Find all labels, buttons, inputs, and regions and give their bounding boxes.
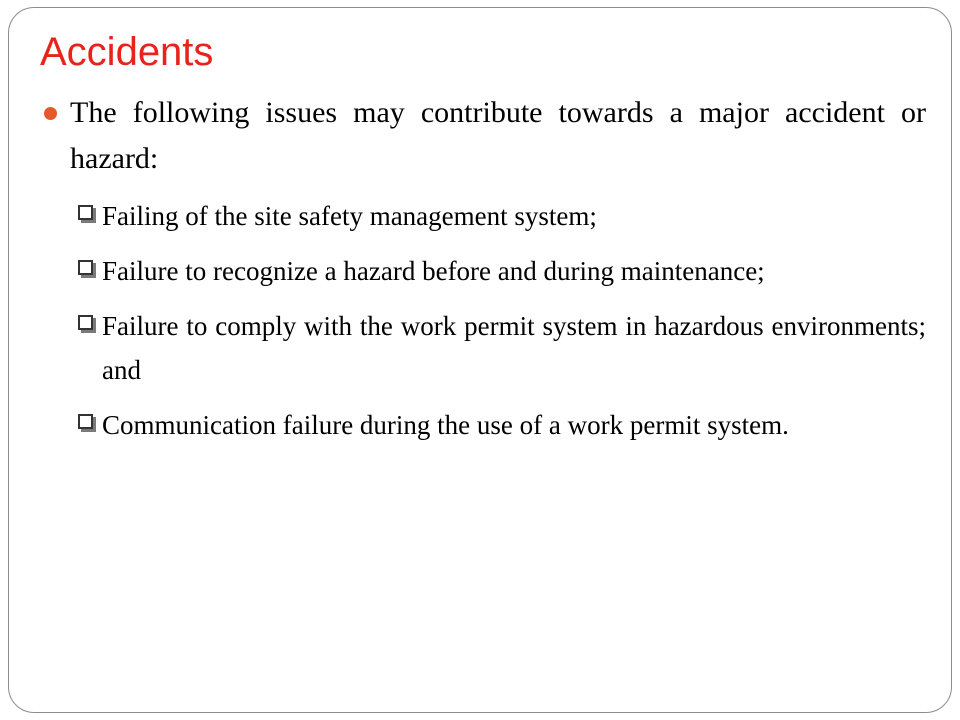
checkbox-bullet-icon	[78, 414, 93, 429]
list-item	[76, 403, 926, 447]
checkbox-bullet-icon	[78, 260, 93, 275]
round-bullet-icon	[44, 107, 57, 120]
checkbox-bullet-icon	[78, 315, 93, 330]
list-item-text: Failure to comply with the work permit system in hazardous environments; and	[102, 311, 926, 385]
list-item	[76, 304, 926, 392]
main-bullet-row	[42, 90, 926, 182]
list-item-text: Failing of the site safety management system;	[102, 201, 597, 231]
sub-bullet-list	[76, 194, 926, 447]
slide-title: Accidents	[40, 30, 214, 74]
list-item-text: Communication failure during the use of a work permit system.	[102, 410, 789, 440]
list-item	[76, 249, 926, 293]
main-bullet-text: The following issues may contribute towards a major accident or hazard:	[70, 96, 926, 175]
main-bullet	[42, 90, 926, 182]
checkbox-bullet-icon	[78, 205, 93, 220]
list-item-text: Failure to recognize a hazard before and during maintenance;	[102, 256, 765, 286]
list-item	[76, 194, 926, 238]
